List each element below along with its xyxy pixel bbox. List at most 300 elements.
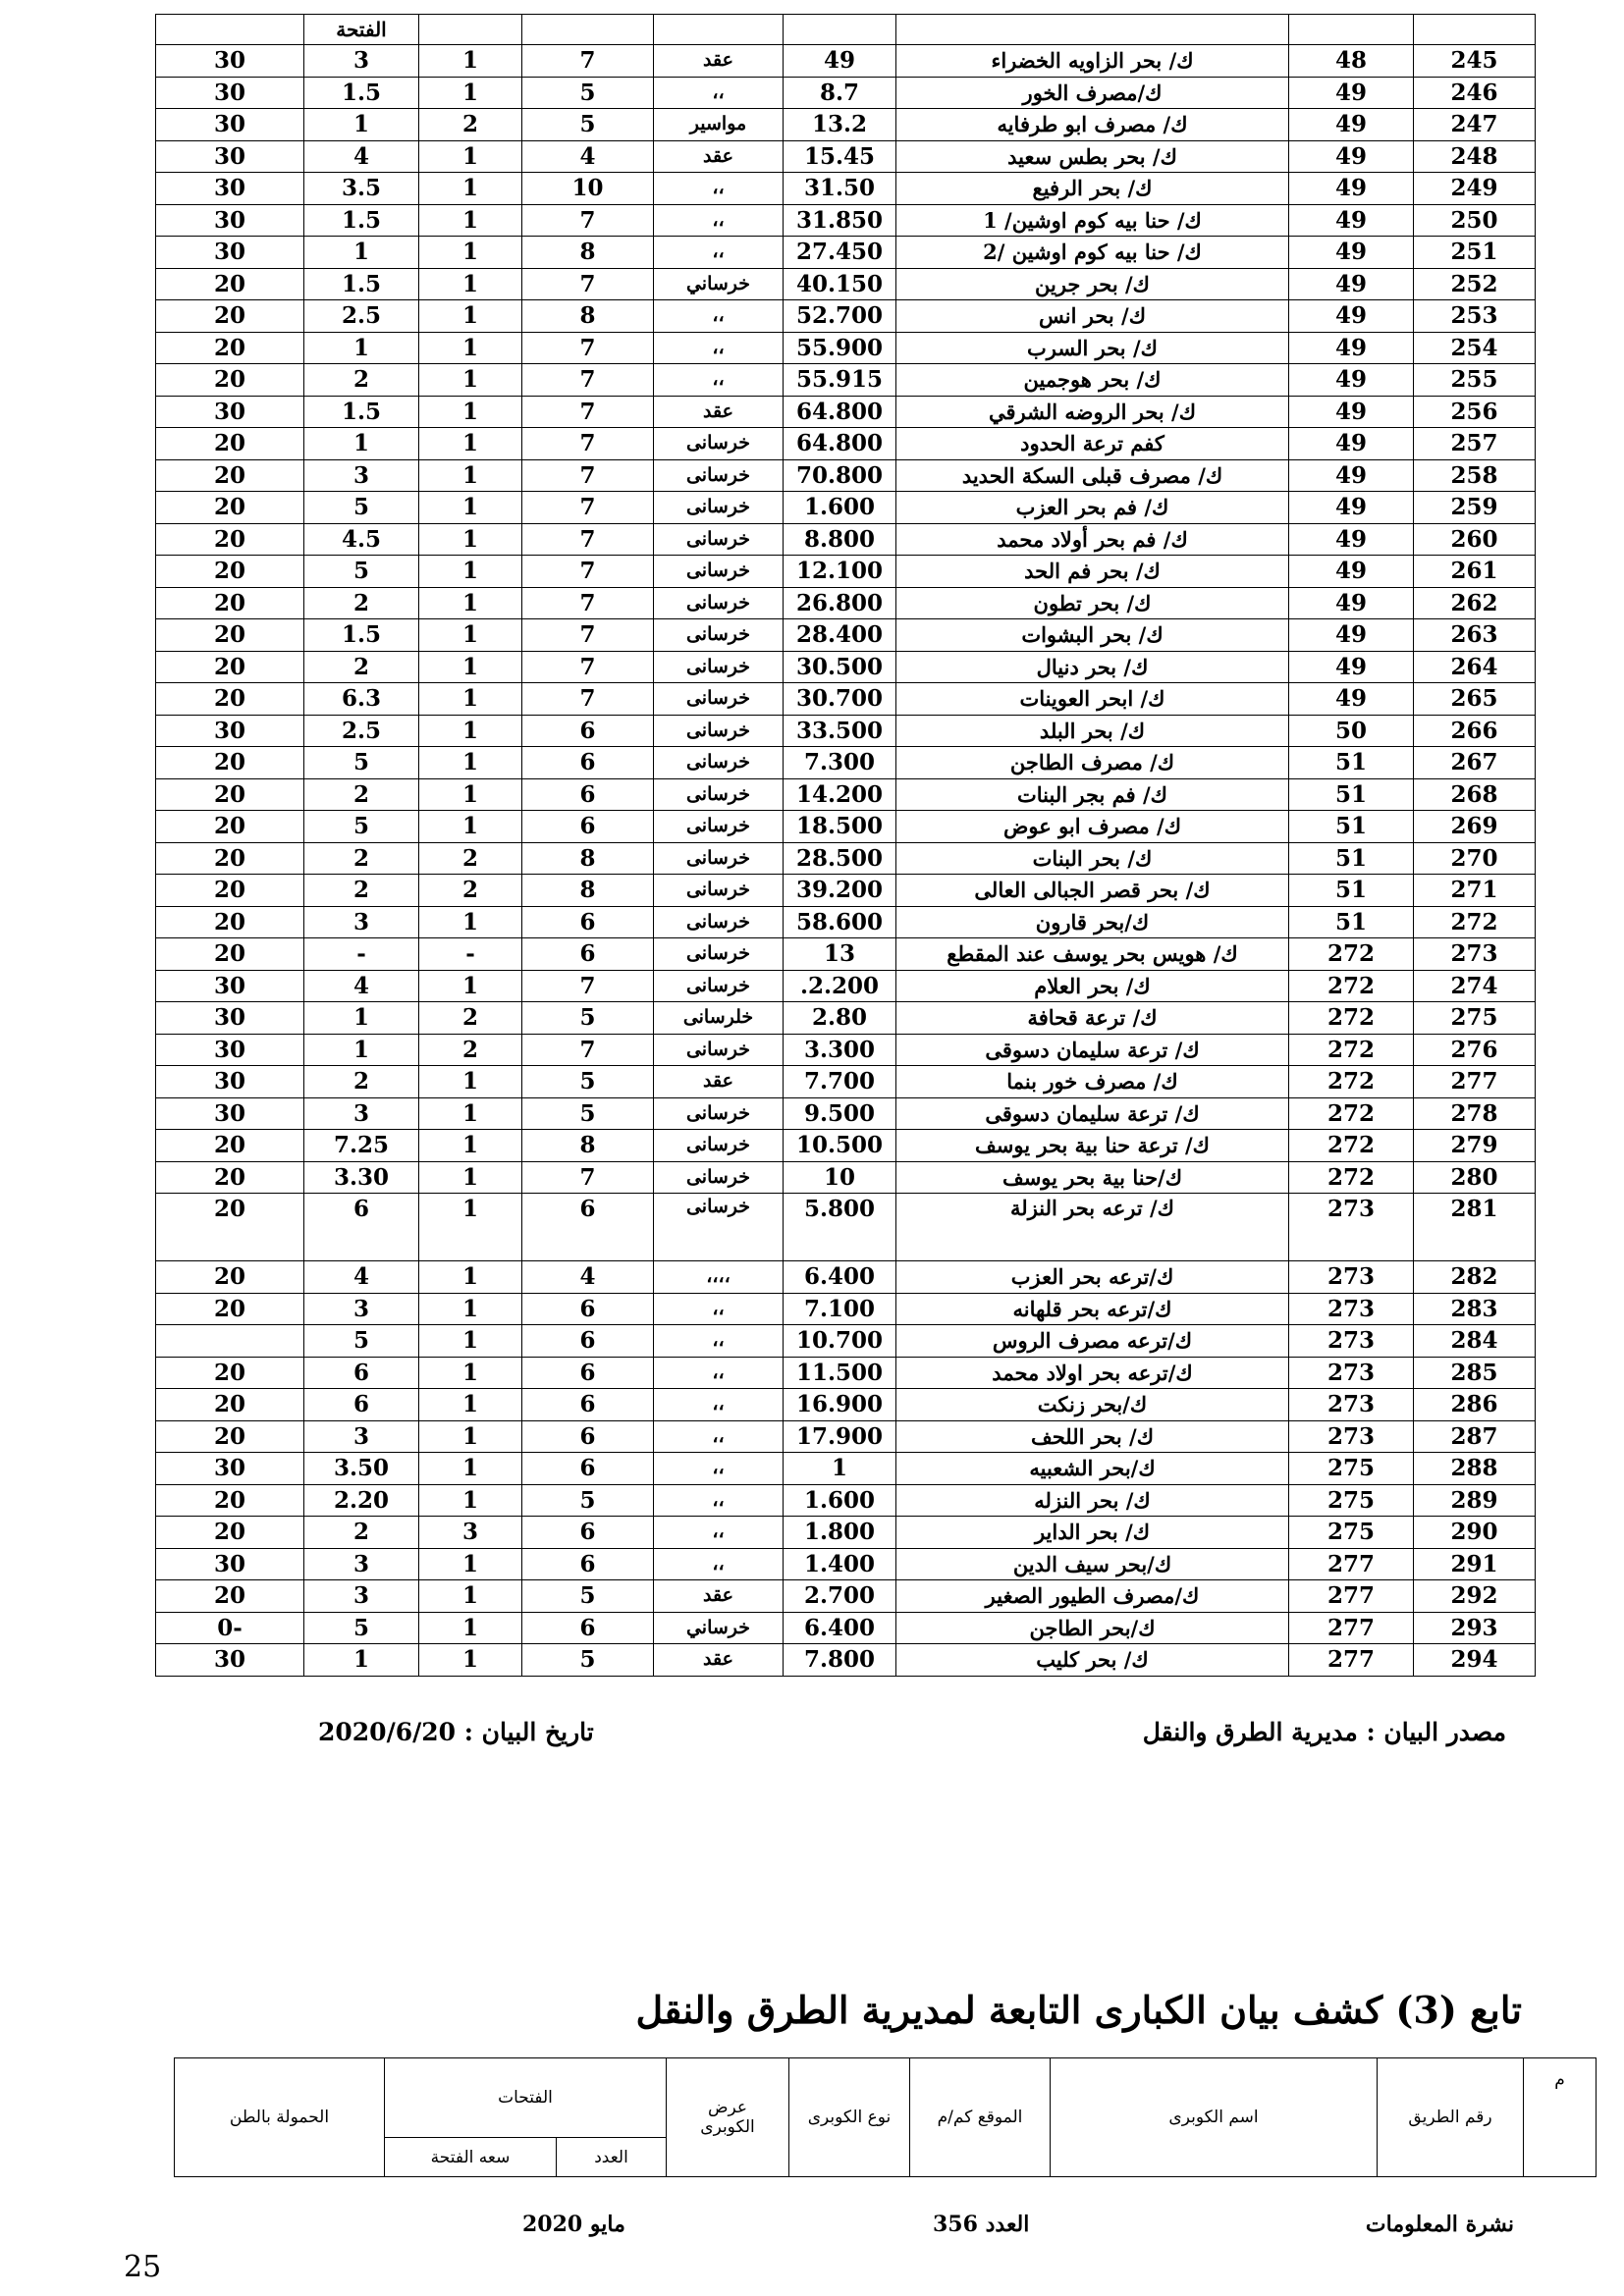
count-cell: 1	[419, 459, 522, 492]
header-bridge-type: نوع الكوبرى	[789, 2058, 910, 2177]
road-number-cell: 49	[1289, 523, 1414, 556]
bridge-type-cell: ،،	[654, 1357, 784, 1389]
table-row	[156, 1484, 1536, 1517]
serial-cell: 272	[1414, 906, 1536, 938]
opening-cell: 1.5	[304, 77, 419, 109]
bridge-name-cell: ك/بحر زنكت	[896, 1389, 1289, 1421]
table-row	[156, 619, 1536, 652]
location-cell: 58.600	[784, 906, 896, 938]
count-cell: 1	[419, 45, 522, 78]
opening-cell: 2.20	[304, 1484, 419, 1517]
width-cell: 6	[522, 1325, 654, 1358]
count-cell: 1	[419, 1161, 522, 1194]
width-cell: 7	[522, 1161, 654, 1194]
load-cell: 20	[156, 1194, 304, 1261]
table-row	[156, 1194, 1536, 1261]
location-cell: 31.50	[784, 173, 896, 205]
count-cell: 1	[419, 1194, 522, 1261]
location-cell: 64.800	[784, 396, 896, 428]
table-row	[156, 1130, 1536, 1162]
bridge-name-cell: ك/ بحر البلد	[896, 715, 1289, 747]
width-cell: 7	[522, 459, 654, 492]
table-row	[156, 364, 1536, 397]
location-cell: 7.700	[784, 1066, 896, 1098]
load-cell: 20	[156, 1484, 304, 1517]
width-cell: 6	[522, 1548, 654, 1580]
table-row	[156, 1034, 1536, 1066]
table-row	[156, 300, 1536, 333]
opening-cell: 2.5	[304, 715, 419, 747]
load-cell: 30	[156, 1002, 304, 1035]
bridge-type-cell: خرسانى	[654, 1034, 784, 1066]
road-number-cell: 272	[1289, 1161, 1414, 1194]
opening-cell: 3.50	[304, 1453, 419, 1485]
header-width-line2: الكوبرى	[700, 2117, 755, 2137]
road-number-cell: 51	[1289, 875, 1414, 907]
opening-cell: 1	[304, 1644, 419, 1677]
location-cell: 39.200	[784, 875, 896, 907]
road-number-cell: 273	[1289, 1357, 1414, 1389]
count-cell: 1	[419, 396, 522, 428]
width-cell: 6	[522, 747, 654, 779]
serial-cell: 267	[1414, 747, 1536, 779]
bridge-type-cell: خرسانى	[654, 938, 784, 971]
serial-cell: 259	[1414, 492, 1536, 524]
width-cell: 7	[522, 492, 654, 524]
bridge-type-cell: خرسانى	[654, 428, 784, 460]
width-cell: 5	[522, 1484, 654, 1517]
opening-cell: 6.3	[304, 683, 419, 716]
table-row	[156, 332, 1536, 364]
load-cell: 30	[156, 237, 304, 269]
count-cell: 1	[419, 1261, 522, 1294]
table-row	[156, 1580, 1536, 1613]
bridge-type-cell: ،،	[654, 1548, 784, 1580]
load-cell: 20	[156, 332, 304, 364]
serial-cell: 262	[1414, 587, 1536, 619]
load-cell: 20	[156, 906, 304, 938]
load-cell: 20	[156, 556, 304, 588]
count-cell: 2	[419, 109, 522, 141]
bridge-name-cell: ك/ مصرف الطاجن	[896, 747, 1289, 779]
road-number-cell: 49	[1289, 204, 1414, 237]
road-number-cell: 275	[1289, 1484, 1414, 1517]
count-cell: 1	[419, 1293, 522, 1325]
bridge-name-cell: ك/ترعه بحر قلهانه	[896, 1293, 1289, 1325]
width-cell: 5	[522, 1066, 654, 1098]
load-cell: 20	[156, 1420, 304, 1453]
width-cell: 7	[522, 619, 654, 652]
road-number-cell: 277	[1289, 1644, 1414, 1677]
table-row	[156, 237, 1536, 269]
opening-cell: 1	[304, 237, 419, 269]
load-cell: 20	[156, 938, 304, 971]
location-cell: 31.850	[784, 204, 896, 237]
bridge-type-cell: خرسانى	[654, 906, 784, 938]
road-number-cell: 272	[1289, 1130, 1414, 1162]
serial-cell: 285	[1414, 1357, 1536, 1389]
road-number-cell: 272	[1289, 1002, 1414, 1035]
location-cell: 55.900	[784, 332, 896, 364]
bridge-type-cell: خرسانى	[654, 587, 784, 619]
width-cell: 6	[522, 1420, 654, 1453]
count-cell: 1	[419, 428, 522, 460]
load-cell: 20	[156, 1517, 304, 1549]
bridge-name-cell: ك/بحر قارون	[896, 906, 1289, 938]
road-number-cell: 49	[1289, 587, 1414, 619]
load-cell: 20	[156, 842, 304, 875]
serial-cell: 269	[1414, 811, 1536, 843]
road-number-cell: 49	[1289, 651, 1414, 683]
width-cell: 7	[522, 970, 654, 1002]
count-cell: 1	[419, 204, 522, 237]
opening-cell: 5	[304, 1325, 419, 1358]
opening-cell: 1	[304, 428, 419, 460]
location-cell: 1.400	[784, 1548, 896, 1580]
opening-cell: 3	[304, 459, 419, 492]
load-cell: 20	[156, 1130, 304, 1162]
load-cell: 30	[156, 77, 304, 109]
count-cell: 1	[419, 173, 522, 205]
bridge-name-cell: ك/ بحر النزله	[896, 1484, 1289, 1517]
table-row	[156, 1002, 1536, 1035]
serial-cell: 265	[1414, 683, 1536, 716]
location-cell: 18.500	[784, 811, 896, 843]
road-number-cell: 49	[1289, 77, 1414, 109]
count-cell: 1	[419, 778, 522, 811]
bridge-name-cell: ك/ بحر قصر الجبالى العالى	[896, 875, 1289, 907]
count-cell: 1	[419, 1484, 522, 1517]
serial-cell: 270	[1414, 842, 1536, 875]
location-cell: 11.500	[784, 1357, 896, 1389]
road-number-cell: 277	[1289, 1548, 1414, 1580]
width-cell: 7	[522, 396, 654, 428]
serial-cell: 289	[1414, 1484, 1536, 1517]
serial-cell: 248	[1414, 140, 1536, 173]
count-cell: 1	[419, 364, 522, 397]
opening-cell: 1	[304, 332, 419, 364]
count-cell: 1	[419, 237, 522, 269]
bridge-name-cell: ك/ بحر الرفيع	[896, 173, 1289, 205]
table-row	[156, 970, 1536, 1002]
bridge-type-cell: خرسانى	[654, 970, 784, 1002]
opening-cell: 3	[304, 1548, 419, 1580]
serial-cell: 276	[1414, 1034, 1536, 1066]
road-number-cell: 273	[1289, 1293, 1414, 1325]
opening-cell: 4	[304, 970, 419, 1002]
opening-cell: 6	[304, 1389, 419, 1421]
table-row	[156, 523, 1536, 556]
table-row	[156, 875, 1536, 907]
bridge-type-cell: ،،	[654, 204, 784, 237]
width-cell: 7	[522, 1034, 654, 1066]
road-number-cell: 51	[1289, 842, 1414, 875]
table-row	[156, 1325, 1536, 1358]
load-cell: 20	[156, 1357, 304, 1389]
load-cell: 30	[156, 173, 304, 205]
bridge-type-cell: ،،	[654, 173, 784, 205]
bridge-type-cell: خرسانى	[654, 523, 784, 556]
road-number-cell: 272	[1289, 1066, 1414, 1098]
load-cell: 30	[156, 109, 304, 141]
table-row	[156, 778, 1536, 811]
table-row	[156, 204, 1536, 237]
width-cell: 5	[522, 109, 654, 141]
bridge-name-cell: ك/ بحر العلام	[896, 970, 1289, 1002]
location-cell: 55.915	[784, 364, 896, 397]
count-cell: 1	[419, 683, 522, 716]
opening-cell: 6	[304, 1194, 419, 1261]
serial-cell: 273	[1414, 938, 1536, 971]
road-number-cell: 277	[1289, 1612, 1414, 1644]
location-cell: 27.450	[784, 237, 896, 269]
location-cell: 13	[784, 938, 896, 971]
bridge-type-cell: مواسير	[654, 109, 784, 141]
bridge-type-cell: ،،	[654, 237, 784, 269]
road-number-cell: 49	[1289, 428, 1414, 460]
bridge-name-cell: ك/ مصرف ابو عوض	[896, 811, 1289, 843]
count-cell: 1	[419, 1612, 522, 1644]
opening-cell: -	[304, 938, 419, 971]
table-header-fragment-row	[156, 15, 1536, 45]
table-row	[156, 1293, 1536, 1325]
width-cell: 6	[522, 715, 654, 747]
footer-issue: العدد 356	[933, 2212, 1030, 2237]
count-cell: 1	[419, 556, 522, 588]
bridge-name-cell: ك/ ترعة قحافة	[896, 1002, 1289, 1035]
road-number-cell: 49	[1289, 173, 1414, 205]
header-bridge-name: اسم الكوبرى	[1051, 2058, 1378, 2177]
road-number-cell: 49	[1289, 556, 1414, 588]
bridge-type-cell: عقد	[654, 1644, 784, 1677]
bridge-name-cell: ك/ ترعة حنا بية بحر يوسف	[896, 1130, 1289, 1162]
serial-cell: 255	[1414, 364, 1536, 397]
width-cell: 7	[522, 364, 654, 397]
width-cell: 10	[522, 173, 654, 205]
opening-cell: 2	[304, 778, 419, 811]
location-cell: 40.150	[784, 268, 896, 300]
table-row	[156, 1517, 1536, 1549]
bridge-type-cell: خرسانى	[654, 1130, 784, 1162]
table-row	[156, 1066, 1536, 1098]
bridge-name-cell: ك/ بحر اللحف	[896, 1420, 1289, 1453]
road-number-cell: 272	[1289, 970, 1414, 1002]
road-number-cell: 49	[1289, 683, 1414, 716]
count-cell: 1	[419, 1580, 522, 1613]
load-cell: 20	[156, 619, 304, 652]
load-cell: 20	[156, 1580, 304, 1613]
location-cell: 2.700	[784, 1580, 896, 1613]
opening-cell: 1.5	[304, 619, 419, 652]
bridge-type-cell: خلرسانى	[654, 1002, 784, 1035]
count-cell: 1	[419, 77, 522, 109]
opening-cell: 3	[304, 45, 419, 78]
serial-cell: 281	[1414, 1194, 1536, 1261]
count-cell: -	[419, 938, 522, 971]
width-cell: 5	[522, 1097, 654, 1130]
table-row	[156, 77, 1536, 109]
road-number-cell: 49	[1289, 332, 1414, 364]
location-cell: 70.800	[784, 459, 896, 492]
serial-cell: 271	[1414, 875, 1536, 907]
table-row	[156, 938, 1536, 971]
road-number-cell: 273	[1289, 1389, 1414, 1421]
bridge-type-cell: خرسانى	[654, 1161, 784, 1194]
count-cell: 1	[419, 268, 522, 300]
load-cell: 20	[156, 778, 304, 811]
header-m: م	[1524, 2058, 1597, 2177]
location-cell: 16.900	[784, 1389, 896, 1421]
table-row	[156, 556, 1536, 588]
opening-cell: 5	[304, 492, 419, 524]
location-cell: 9.500	[784, 1097, 896, 1130]
bridge-name-cell: ك/ بحر كليب	[896, 1644, 1289, 1677]
width-cell: 6	[522, 1357, 654, 1389]
bridge-type-cell: ،،	[654, 332, 784, 364]
serial-cell: 275	[1414, 1002, 1536, 1035]
opening-cell: 4	[304, 1261, 419, 1294]
count-cell: 1	[419, 970, 522, 1002]
serial-cell: 253	[1414, 300, 1536, 333]
opening-cell: 3	[304, 1293, 419, 1325]
location-cell: 2.200.	[784, 970, 896, 1002]
opening-cell: 3	[304, 1420, 419, 1453]
bridge-type-cell: ،،	[654, 364, 784, 397]
table-row	[156, 842, 1536, 875]
load-cell	[156, 1325, 304, 1358]
bridge-name-cell: ك/ بحر تطون	[896, 587, 1289, 619]
count-cell: 1	[419, 651, 522, 683]
width-cell: 8	[522, 875, 654, 907]
serial-cell: 256	[1414, 396, 1536, 428]
continuation-header-table	[174, 2057, 1597, 2177]
opening-cell: 3	[304, 906, 419, 938]
serial-cell: 260	[1414, 523, 1536, 556]
location-cell: 3.300	[784, 1034, 896, 1066]
road-number-cell: 50	[1289, 715, 1414, 747]
location-cell: 12.100	[784, 556, 896, 588]
location-cell: 33.500	[784, 715, 896, 747]
bridge-type-cell: عقد	[654, 140, 784, 173]
opening-cell: 2	[304, 587, 419, 619]
count-cell: 2	[419, 1002, 522, 1035]
width-cell: 7	[522, 204, 654, 237]
table-row	[156, 173, 1536, 205]
bridge-name-cell: ك/ بحر السرب	[896, 332, 1289, 364]
count-cell: 2	[419, 875, 522, 907]
bridge-name-cell: ك/حنا بية بحر يوسف	[896, 1161, 1289, 1194]
width-cell: 6	[522, 1389, 654, 1421]
bridge-type-cell: ،،	[654, 300, 784, 333]
count-cell: 1	[419, 1357, 522, 1389]
opening-cell: 1.5	[304, 396, 419, 428]
table-row	[156, 45, 1536, 78]
bridge-type-cell: ،،	[654, 1453, 784, 1485]
opening-cell: 3.30	[304, 1161, 419, 1194]
load-cell: 20	[156, 459, 304, 492]
header-opening-capacity: سعه الفتحة	[385, 2138, 557, 2177]
count-cell: 1	[419, 300, 522, 333]
location-cell: 8.800	[784, 523, 896, 556]
serial-cell: 245	[1414, 45, 1536, 78]
bridge-name-cell: ك/بحر سيف الدين	[896, 1548, 1289, 1580]
count-cell: 1	[419, 811, 522, 843]
serial-cell: 257	[1414, 428, 1536, 460]
count-cell: 1	[419, 1548, 522, 1580]
road-number-cell: 275	[1289, 1453, 1414, 1485]
bridge-name-cell: ك/ مصرف قبلى السكة الحديد	[896, 459, 1289, 492]
location-cell: 13.2	[784, 109, 896, 141]
bridge-type-cell: خرساني	[654, 268, 784, 300]
table-row	[156, 1261, 1536, 1294]
count-cell: 1	[419, 523, 522, 556]
table-row	[156, 1612, 1536, 1644]
count-cell: 1	[419, 492, 522, 524]
serial-cell: 261	[1414, 556, 1536, 588]
count-cell: 1	[419, 619, 522, 652]
serial-cell: 291	[1414, 1548, 1536, 1580]
bridge-type-cell: ،،،،	[654, 1261, 784, 1294]
header-openings: الفتحات	[385, 2058, 667, 2138]
count-cell: 1	[419, 1644, 522, 1677]
load-cell: 30	[156, 1644, 304, 1677]
header-road-number: رقم الطريق	[1378, 2058, 1524, 2177]
location-cell: 26.800	[784, 587, 896, 619]
load-cell: 30	[156, 715, 304, 747]
serial-cell: 247	[1414, 109, 1536, 141]
opening-cell: 4.5	[304, 523, 419, 556]
bridge-type-cell: عقد	[654, 1066, 784, 1098]
opening-cell: 2.5	[304, 300, 419, 333]
bridge-name-cell: ك/ ترعة سليمان دسوقى	[896, 1097, 1289, 1130]
location-cell: 2.80	[784, 1002, 896, 1035]
load-cell: 20	[156, 651, 304, 683]
load-cell: 30	[156, 1097, 304, 1130]
bridge-name-cell: ك/ فم بحر أولاد محمد	[896, 523, 1289, 556]
road-number-cell: 49	[1289, 364, 1414, 397]
bridge-type-cell: ،،	[654, 1517, 784, 1549]
width-cell: 8	[522, 237, 654, 269]
bridge-name-cell: ك/ مصرف ابو طرفايه	[896, 109, 1289, 141]
table-row	[156, 906, 1536, 938]
bridge-type-cell: خرسانى	[654, 715, 784, 747]
count-cell: 1	[419, 906, 522, 938]
location-cell: 15.45	[784, 140, 896, 173]
serial-cell: 278	[1414, 1097, 1536, 1130]
header-count: العدد	[557, 2138, 667, 2177]
count-cell: 1	[419, 1325, 522, 1358]
width-cell: 6	[522, 778, 654, 811]
load-cell: 30	[156, 1034, 304, 1066]
load-cell: 20	[156, 875, 304, 907]
table-row	[156, 140, 1536, 173]
count-cell: 2	[419, 1034, 522, 1066]
road-number-cell: 49	[1289, 140, 1414, 173]
load-cell: 30	[156, 1453, 304, 1485]
bridge-type-cell: خرسانى	[654, 842, 784, 875]
load-cell: 20	[156, 523, 304, 556]
serial-cell: 264	[1414, 651, 1536, 683]
bridge-name-cell: ك/ بحر دنيال	[896, 651, 1289, 683]
location-cell: 49	[784, 45, 896, 78]
bridge-type-cell: خرساني	[654, 1612, 784, 1644]
road-number-cell: 272	[1289, 1034, 1414, 1066]
bridge-type-cell: عقد	[654, 396, 784, 428]
serial-cell: 282	[1414, 1261, 1536, 1294]
bridge-name-cell: ك/ حنا بيه كوم اوشين /2	[896, 237, 1289, 269]
bridge-name-cell: ك/ بحر هوجمين	[896, 364, 1289, 397]
serial-cell: 290	[1414, 1517, 1536, 1549]
